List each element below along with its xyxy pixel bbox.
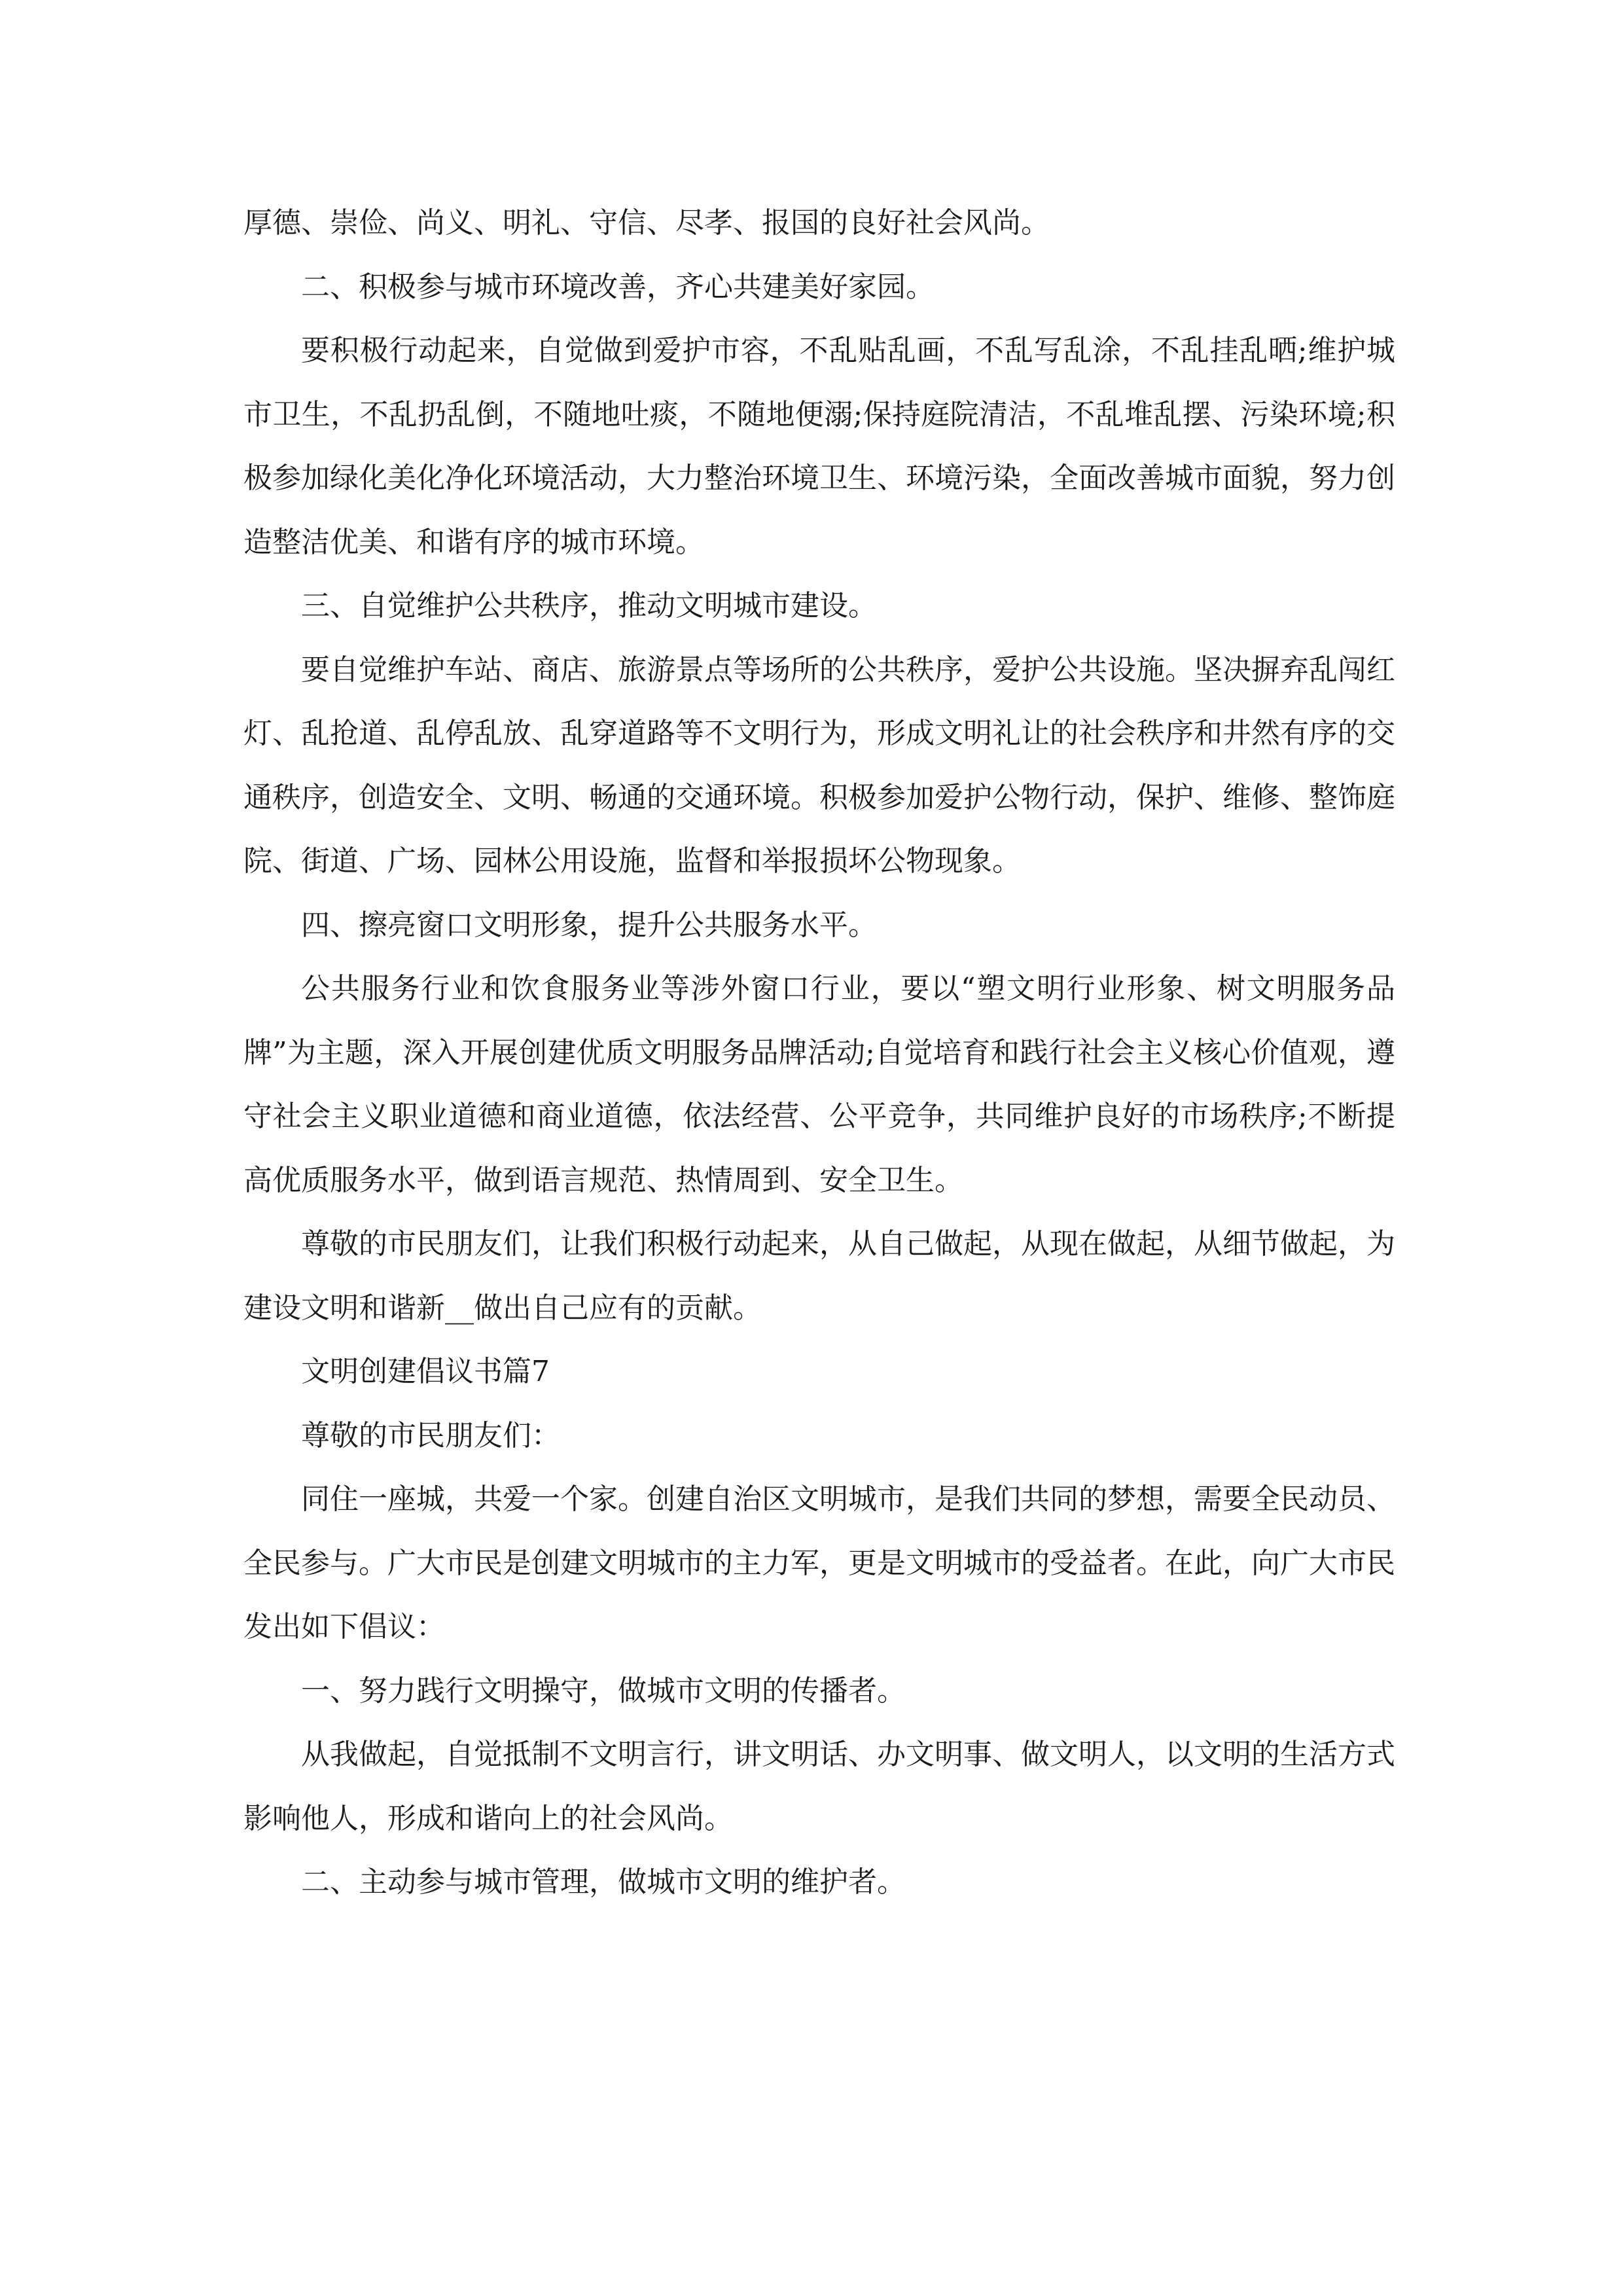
heading-item-2b: 二、主动参与城市管理，做城市文明的维护者。: [301, 1865, 906, 1899]
heading-item-2: 二、积极参与城市环境改善，齐心共建美好家园。: [301, 270, 935, 304]
document-body: [243, 191, 1395, 1914]
paragraph: 公共服务行业和饮食服务业等涉外窗口行业，要以“塑文明行业形象、树文明服务品牌”为主题，深入开展创建优质文明服务品牌活动;自觉培育和践行社会主义核心价值观，遵守社会主义职业道德和商业道德，依法经营、公平竞争，共同维护良好的市场秩序;不断提高优质服务水平，做到语言规范、热情周到、安全卫生。: [243, 972, 1395, 1197]
section-title: 文明创建倡议书篇7: [301, 1355, 550, 1388]
paragraph: 要积极行动起来，自觉做到爱护市容，不乱贴乱画，不乱写乱涂，不乱挂乱晒;维护城市卫生，不乱扔乱倒，不随地吐痰，不随地便溺;保持庭院清洁，不乱堆乱摆、污染环境;积极参加绿化美化净化环境活动，大力整治环境卫生、环境污染，全面改善城市面貌，努力创造整洁优美、和谐有序的城市环境。: [243, 334, 1395, 559]
paragraph: 要自觉维护车站、商店、旅游景点等场所的公共秩序，爱护公共设施。坚决摒弃乱闯红灯、乱抢道、乱停乱放、乱穿道路等不文明行为，形成文明礼让的社会秩序和井然有序的交通秩序，创造安全、文明、畅通的交通环境。积极参加爱护公物行动，保护、维修、整饰庭院、街道、广场、园林公用设施，监督和举报损坏公物现象。: [243, 653, 1395, 878]
salutation: 尊敬的市民朋友们：: [301, 1418, 560, 1452]
heading-item-1: 一、努力践行文明操守，做城市文明的传播者。: [301, 1674, 906, 1708]
heading-item-4: 四、擦亮窗口文明形象，提升公共服务水平。: [301, 908, 877, 942]
paragraph-continued: 厚德、崇俭、尚义、明礼、守信、尽孝、报国的良好社会风尚。: [243, 206, 1050, 240]
heading-item-3: 三、自觉维护公共秩序，推动文明城市建设。: [301, 589, 877, 622]
paragraph: 从我做起，自觉抵制不文明言行，讲文明话、办文明事、做文明人，以文明的生活方式影响他人，形成和谐向上的社会风尚。: [243, 1738, 1395, 1835]
paragraph: 同住一座城，共爱一个家。创建自治区文明城市，是我们共同的梦想，需要全民动员、全民参与。广大市民是创建文明城市的主力军，更是文明城市的受益者。在此，向广大市民发出如下倡议：: [243, 1482, 1395, 1643]
paragraph-closing: 尊敬的市民朋友们，让我们积极行动起来，从自己做起，从现在做起，从细节做起，为建设文明和谐新__做出自己应有的贡献。: [243, 1227, 1395, 1325]
